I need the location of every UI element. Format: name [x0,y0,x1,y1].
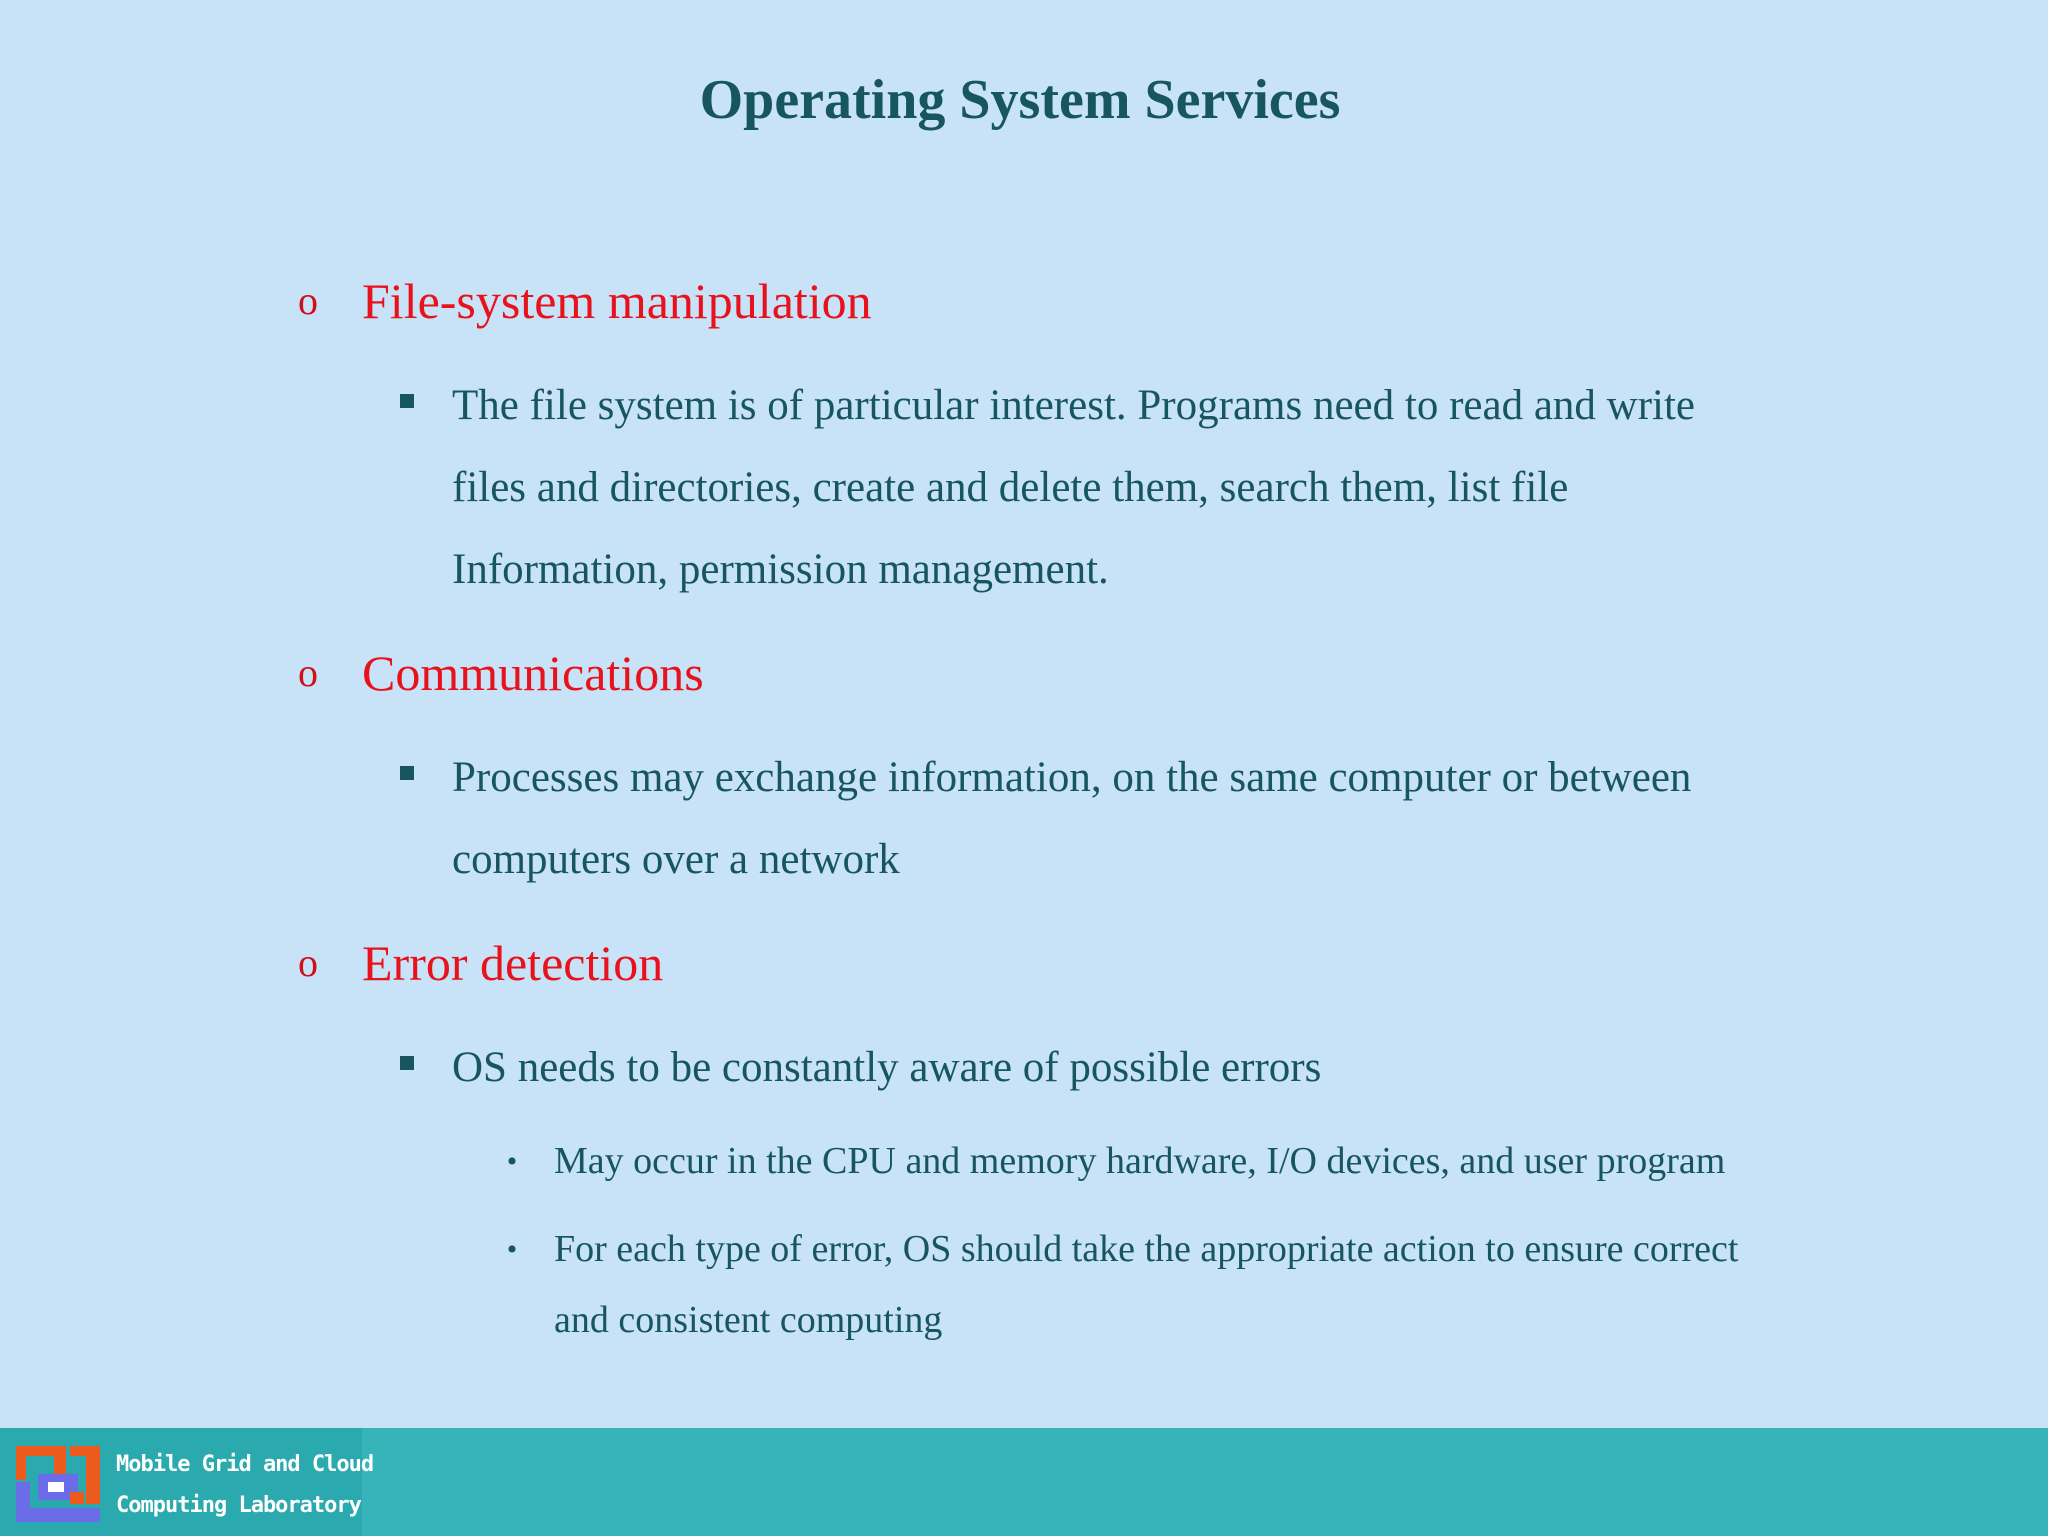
lab-logo [0,1428,374,1536]
section-heading-communications [298,638,704,708]
hollow-bullet-icon: o [298,650,318,695]
slide-title: Operating System Services [699,69,1341,131]
section-heading-text: Error detection [362,935,664,991]
bullet-point-text: Processes may exchange information, on the same computer or between computers over a network [452,754,1692,883]
section-heading-file-system [298,266,872,336]
lab-name-line-2: Computing Laboratory [116,1493,361,1518]
lab-logo-text [116,1444,374,1526]
sub-bullet-point-text: May occur in the CPU and memory hardware, I/O devices, and user program [554,1140,1726,1182]
bullet-point-text: The file system is of particular interest. Programs need to read and write files and directories, create and delete them, search them, list file Information, permission management. [452,382,1696,593]
lab-logo-icon [16,1446,102,1522]
section-heading-text: Communications [362,645,704,701]
hollow-bullet-icon: o [298,940,318,985]
dot-bullet-icon: • [506,1233,518,1266]
dot-bullet-icon: • [506,1145,518,1178]
square-bullet-icon [400,1056,414,1070]
square-bullet-icon [400,394,414,408]
sub-bullet-point-text: For each type of error, OS should take the appropriate action to ensure correct and consistent computing [554,1228,1739,1341]
section-heading-text: File-system manipulation [362,273,872,329]
hollow-bullet-icon: o [298,278,318,323]
lab-name-line-1: Mobile Grid and Cloud [116,1452,374,1477]
bullet-point-text: OS needs to be constantly aware of possible errors [452,1044,1322,1091]
square-bullet-icon [400,766,414,780]
footer-bar [0,1428,2048,1536]
section-heading-error-detection [298,928,663,998]
